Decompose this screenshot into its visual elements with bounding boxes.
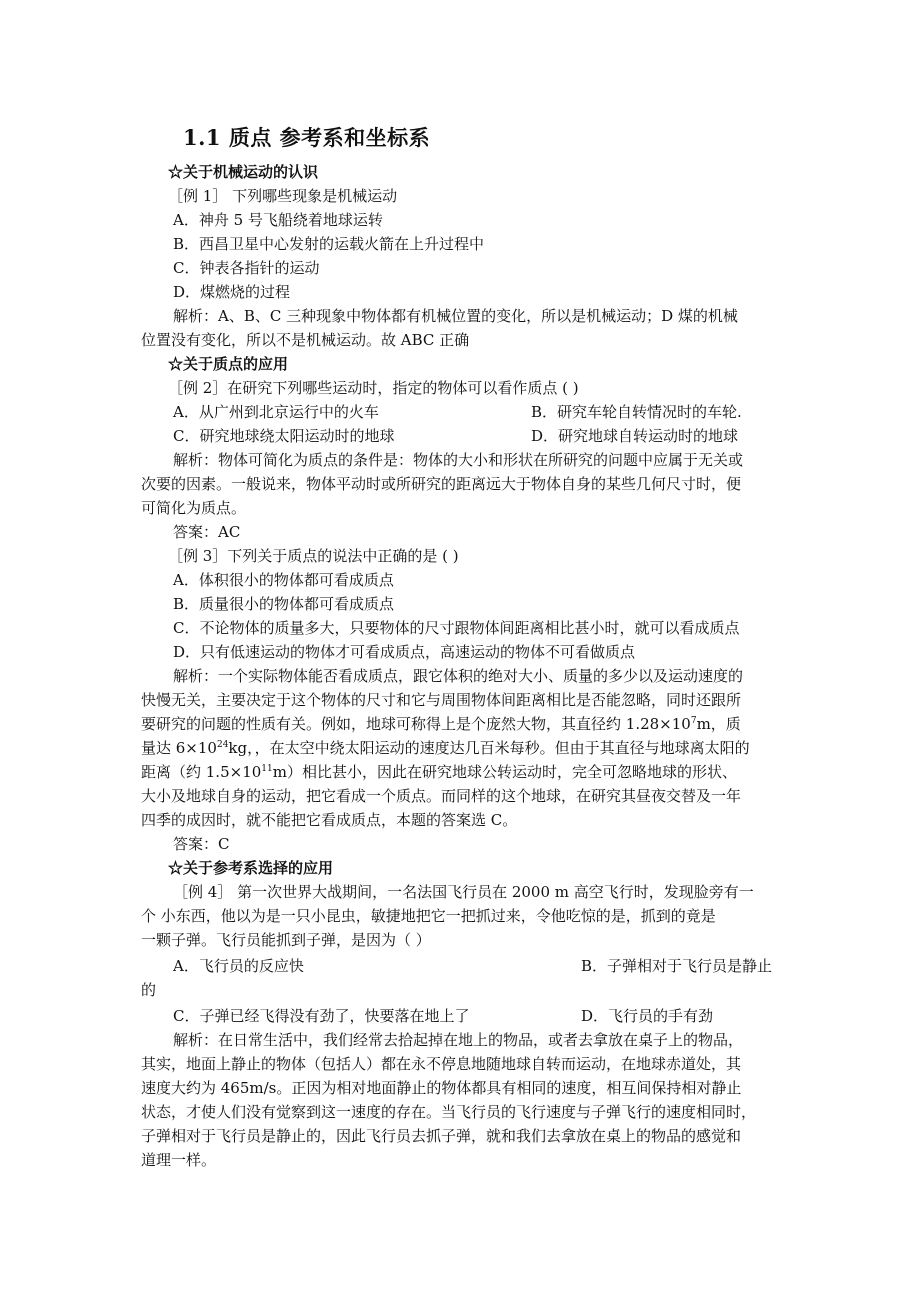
example-3-option-b: B．质量很小的物体都可看成质点 xyxy=(173,595,395,613)
example-4-question-line: 个 小东西，他以为是一只小昆虫，敏捷地把它一把抓过来，令他吃惊的是，抓到的竟是 xyxy=(141,907,716,925)
example-1-option-a: A．神舟 5 号飞船绕着地球运转 xyxy=(173,211,383,229)
section-heading-mechanical-motion: ☆关于机械运动的认识 xyxy=(168,163,319,181)
analysis-text: kg，，在太空中绕太阳运动的速度达几百米每秒。但由于其直径与地球离太阳的 xyxy=(228,739,750,757)
section-heading-particle: ☆关于质点的应用 xyxy=(168,355,289,373)
example-3-question: ［例 3］下列关于质点的说法中正确的是 ( ) xyxy=(168,547,459,565)
example-3-analysis-line xyxy=(141,714,741,736)
example-3-option-a: A．体积很小的物体都可看成质点 xyxy=(173,571,394,589)
example-3-analysis-line: 解析：一个实际物体能否看成质点，跟它体积的绝对大小、质量的多少以及运动速度的 xyxy=(173,667,744,685)
example-4-question-line: 一颗子弹。飞行员能抓到子弹，是因为（ ） xyxy=(141,931,431,949)
example-3-option-c: C．不论物体的质量多大，只要物体的尺寸跟物体间距离相比甚小时，就可以看成质点 xyxy=(173,619,740,637)
example-1-analysis-line: 位置没有变化，所以不是机械运动。故 ABC 正确 xyxy=(141,331,470,349)
analysis-text: m，质 xyxy=(696,715,741,733)
analysis-text: 量达 6×10 xyxy=(141,739,217,757)
example-3-analysis-line: 四季的成因时，就不能把它看成质点，本题的答案选 C。 xyxy=(141,811,518,829)
example-4-analysis-line: 速度大约为 465m/s。正因为相对地面静止的物体都具有相同的速度，相互间保持相对静止 xyxy=(141,1079,742,1097)
example-3-answer: 答案：C xyxy=(173,835,230,853)
example-1-option-d: D．煤燃烧的过程 xyxy=(173,283,291,301)
example-3-analysis-line xyxy=(141,738,750,760)
section-heading-reference-frame: ☆关于参考系选择的应用 xyxy=(168,859,334,877)
example-3-analysis-line xyxy=(141,762,737,784)
example-4-option-b: B．子弹相对于飞行员是静止 xyxy=(581,957,773,975)
example-1-question: ［例 1］ 下列哪些现象是机械运动 xyxy=(168,187,398,205)
example-2-analysis-line: 次要的因素。一般说来，物体平动时或所研究的距离远大于物体自身的某些几何尺寸时，便 xyxy=(141,475,742,493)
example-4-option-a: A．飞行员的反应快 xyxy=(173,957,304,975)
example-4-analysis-line: 其实，地面上静止的物体（包括人）都在永不停息地随地球自转而运动，在地球赤道处，其 xyxy=(141,1055,742,1073)
example-1-option-c: C．钟表各指针的运动 xyxy=(173,259,320,277)
example-4-question-line: ［例 4］ 第一次世界大战期间，一名法国飞行员在 2000 m 高空飞行时，发现脸旁有一 xyxy=(173,883,754,901)
example-3-option-d: D．只有低速运动的物体才可看成质点，高速运动的物体不可看做质点 xyxy=(173,643,636,661)
example-4-analysis-line: 道理一样。 xyxy=(141,1151,217,1169)
example-2-option-c: C．研究地球绕太阳运动时的地球 xyxy=(173,427,395,445)
example-1-analysis-line: 解析：A、B、C 三种现象中物体都有机械位置的变化，所以是机械运动；D 煤的机械 xyxy=(173,307,738,325)
example-4-analysis-line: 状态，才使人们没有觉察到这一速度的存在。当飞行员的飞行速度与子弹飞行的速度相同时， xyxy=(141,1103,757,1121)
example-3-analysis-line: 快慢无关，主要决定于这个物体的尺寸和它与周围物体间距离相比是否能忽略，同时还跟所 xyxy=(141,691,742,709)
example-4-analysis-line: 解析：在日常生活中，我们经常去拾起掉在地上的物品，或者去拿放在桌子上的物品， xyxy=(173,1031,744,1049)
example-4-analysis-line: 子弹相对于飞行员是静止的，因此飞行员去抓子弹，就和我们去拿放在桌上的物品的感觉和 xyxy=(141,1127,742,1145)
example-2-option-b: B．研究车轮自转情况时的车轮. xyxy=(531,403,742,421)
page-title: 1.1 质点 参考系和坐标系 xyxy=(183,125,431,150)
example-2-option-a: A．从广州到北京运行中的火车 xyxy=(173,403,379,421)
analysis-text: 距离（约 1.5×10 xyxy=(141,763,262,781)
analysis-text: m）相比甚小，因此在研究地球公转运动时，完全可忽略地球的形状、 xyxy=(272,763,737,781)
analysis-text: 要研究的问题的性质有关。例如，地球可称得上是个庞然大物，其直径约 1.28×10 xyxy=(141,715,691,733)
example-1-option-b: B．西昌卫星中心发射的运载火箭在上升过程中 xyxy=(173,235,485,253)
example-4-option-c: C．子弹已经飞得没有劲了，快要落在地上了 xyxy=(173,1007,470,1025)
example-3-analysis-line: 大小及地球自身的运动，把它看成一个质点。而同样的这个地球，在研究其昼夜交替及一年 xyxy=(141,787,742,805)
exponent: 24 xyxy=(216,740,229,750)
exponent: 7 xyxy=(690,716,697,726)
example-4-option-d: D．飞行员的手有劲 xyxy=(581,1007,714,1025)
exponent: 11 xyxy=(261,764,273,774)
example-2-analysis-line: 解析：物体可简化为质点的条件是：物体的大小和形状在所研究的问题中应属于无关或 xyxy=(173,451,744,469)
example-2-analysis-line: 可简化为质点。 xyxy=(141,499,247,517)
example-2-option-d: D．研究地球自转运动时的地球 xyxy=(531,427,739,445)
example-4-option-b-wrap: 的 xyxy=(141,981,157,999)
example-2-answer: 答案：AC xyxy=(173,523,241,541)
example-2-question: ［例 2］在研究下列哪些运动时，指定的物体可以看作质点 ( ) xyxy=(168,379,579,397)
